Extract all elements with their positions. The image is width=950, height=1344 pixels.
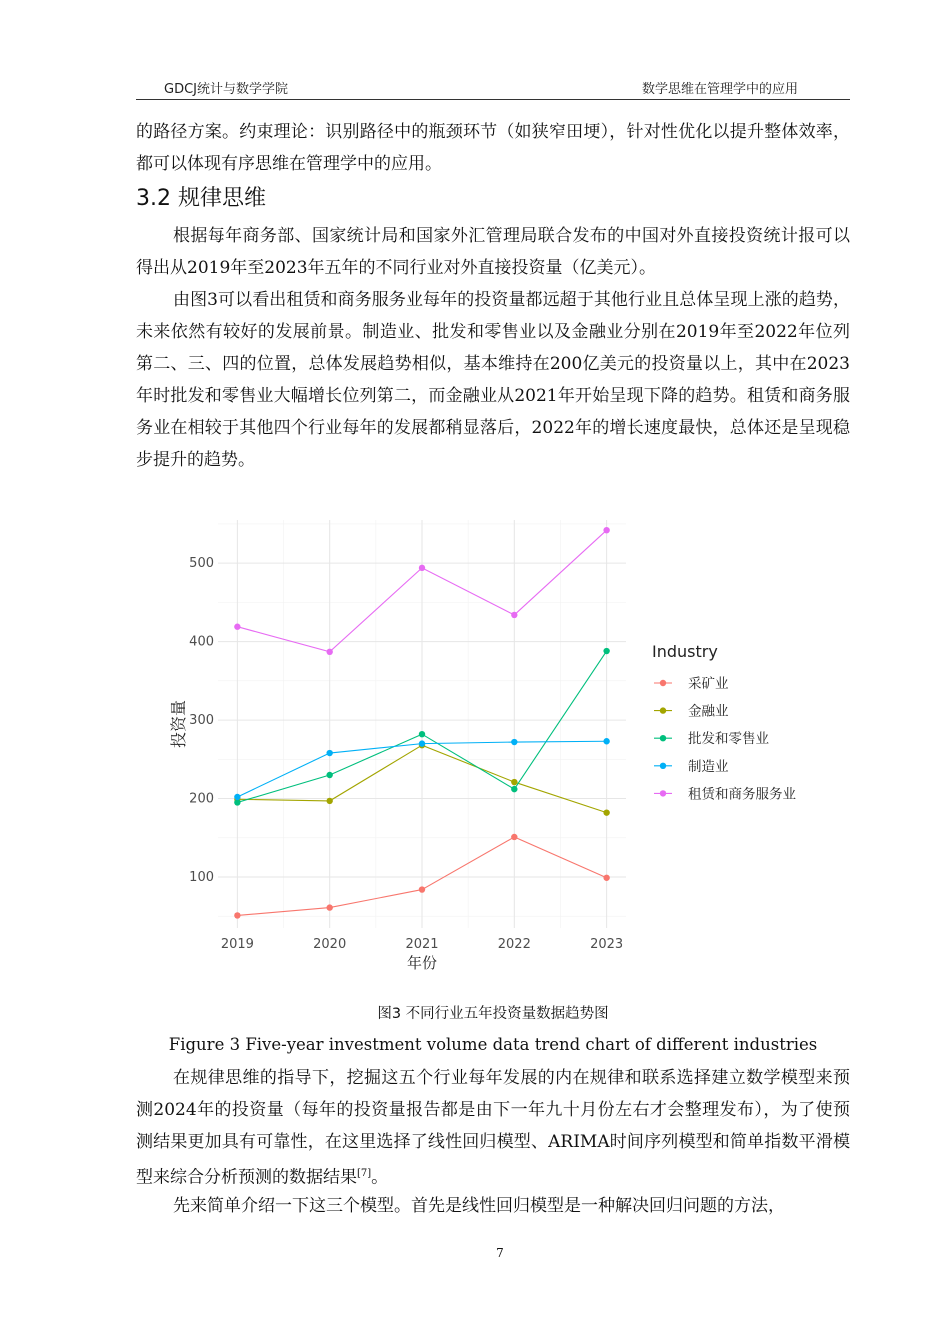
legend-key-point <box>660 735 666 741</box>
x-axis-title: 年份 <box>406 954 438 972</box>
paragraph-5: 先来简单介绍一下这三个模型。首先是线性回归模型是一种解决回归问题的方法， <box>173 1196 785 1216</box>
paragraph-4-text: 在规律思维的指导下，挖掘这五个行业每年发展的内在规律和联系选择建立数学模型来预测2024年的投资量（每年的投资量报告都是由下一年九十月份左右才会整理发布），为了使预测结果更加具有可靠性，在这里选择了线性回归模型、ARIMA时间序列模型和简单指数平滑模型来综合分析预测的数据结果 <box>136 1068 850 1188</box>
y-tick-label: 400 <box>189 634 214 650</box>
x-tick-label: 2021 <box>405 937 439 952</box>
paragraph-3: 由图3可以看出租赁和商务服务业每年的投资量都远超于其他行业且总体呈现上涨的趋势，未来依然有较好的发展前景。制造业、批发和零售业以及金融业分别在2019年至2022年位列第二、三、四的位置，总体发展趋势相似，基本维持在200亿美元的投资量以上，其中在2023年时批发和零售业大幅增长位列第二，而金融业从2021年开始呈现下降的趋势。租赁和商务服务业在相较于其他四个行业每年的发展都稍显落后，2022年的增长速度最快，总体还是呈现稳步提升的趋势。 <box>136 290 850 470</box>
data-point <box>511 834 517 840</box>
data-point <box>603 875 609 881</box>
page-number: 7 <box>496 1246 504 1260</box>
section-title: 3.2 规律思维 <box>136 186 266 211</box>
x-tick-label: 2023 <box>590 937 624 952</box>
legend-label: 租赁和商务服务业 <box>688 786 796 803</box>
data-point <box>511 739 517 745</box>
legend-key-point <box>660 763 666 769</box>
figure-caption-en: Figure 3 Five-year investment volume data trend chart of different industries <box>168 1035 818 1054</box>
citation-ref: [7] <box>357 1168 372 1179</box>
header-rule <box>136 99 850 100</box>
header-left: GDCJ统计与数学学院 <box>164 82 288 97</box>
data-point <box>603 738 609 744</box>
data-point <box>419 565 425 571</box>
data-point <box>419 886 425 892</box>
data-point <box>603 527 609 533</box>
data-point <box>234 624 240 630</box>
data-point <box>511 779 517 785</box>
data-point <box>326 750 332 756</box>
data-point <box>326 772 332 778</box>
data-point <box>234 912 240 918</box>
paragraph-4 <box>136 1062 850 1194</box>
x-tick-label: 2020 <box>313 937 347 952</box>
chart-legend <box>652 642 796 802</box>
data-point <box>419 731 425 737</box>
data-point <box>234 794 240 800</box>
data-point <box>326 904 332 910</box>
legend-label: 批发和零售业 <box>688 731 769 748</box>
data-point <box>603 648 609 654</box>
data-point <box>326 798 332 804</box>
data-point <box>234 799 240 805</box>
chart-grid <box>218 520 626 928</box>
paragraph-4-end: 。 <box>371 1167 389 1188</box>
paragraph-1: 的路径方案。约束理论：识别路径中的瓶颈环节（如狭窄田埂），针对性优化以提升整体效率，都可以体现有序思维在管理学中的应用。 <box>136 122 850 174</box>
figure-caption-cn: 图3 不同行业五年投资量数据趋势图 <box>377 1006 609 1022</box>
header-right: 数学思维在管理学中的应用 <box>641 82 798 97</box>
data-point <box>603 809 609 815</box>
legend-key-point <box>660 680 666 686</box>
investment-trend-chart <box>160 510 820 990</box>
paragraph-2: 根据每年商务部、国家统计局和国家外汇管理局联合发布的中国对外直接投资统计报可以得出从2019年至2023年五年的不同行业对外直接投资量（亿美元）。 <box>136 226 850 278</box>
legend-label: 金融业 <box>688 703 729 720</box>
legend-key-point <box>660 790 666 796</box>
data-point <box>511 612 517 618</box>
y-axis-title: 投资量 <box>169 699 188 749</box>
legend-key-point <box>660 707 666 713</box>
y-tick-label: 500 <box>189 556 214 572</box>
y-tick-label: 100 <box>189 870 214 885</box>
data-point <box>419 740 425 746</box>
legend-label: 制造业 <box>688 758 729 775</box>
data-point <box>511 786 517 792</box>
legend-label: 采矿业 <box>688 676 729 692</box>
x-tick-label: 2022 <box>497 937 531 952</box>
y-tick-label: 300 <box>189 713 214 729</box>
data-point <box>326 649 332 655</box>
legend-title: Industry <box>652 642 718 661</box>
x-tick-label: 2019 <box>220 937 254 952</box>
y-tick-label: 200 <box>189 791 214 807</box>
